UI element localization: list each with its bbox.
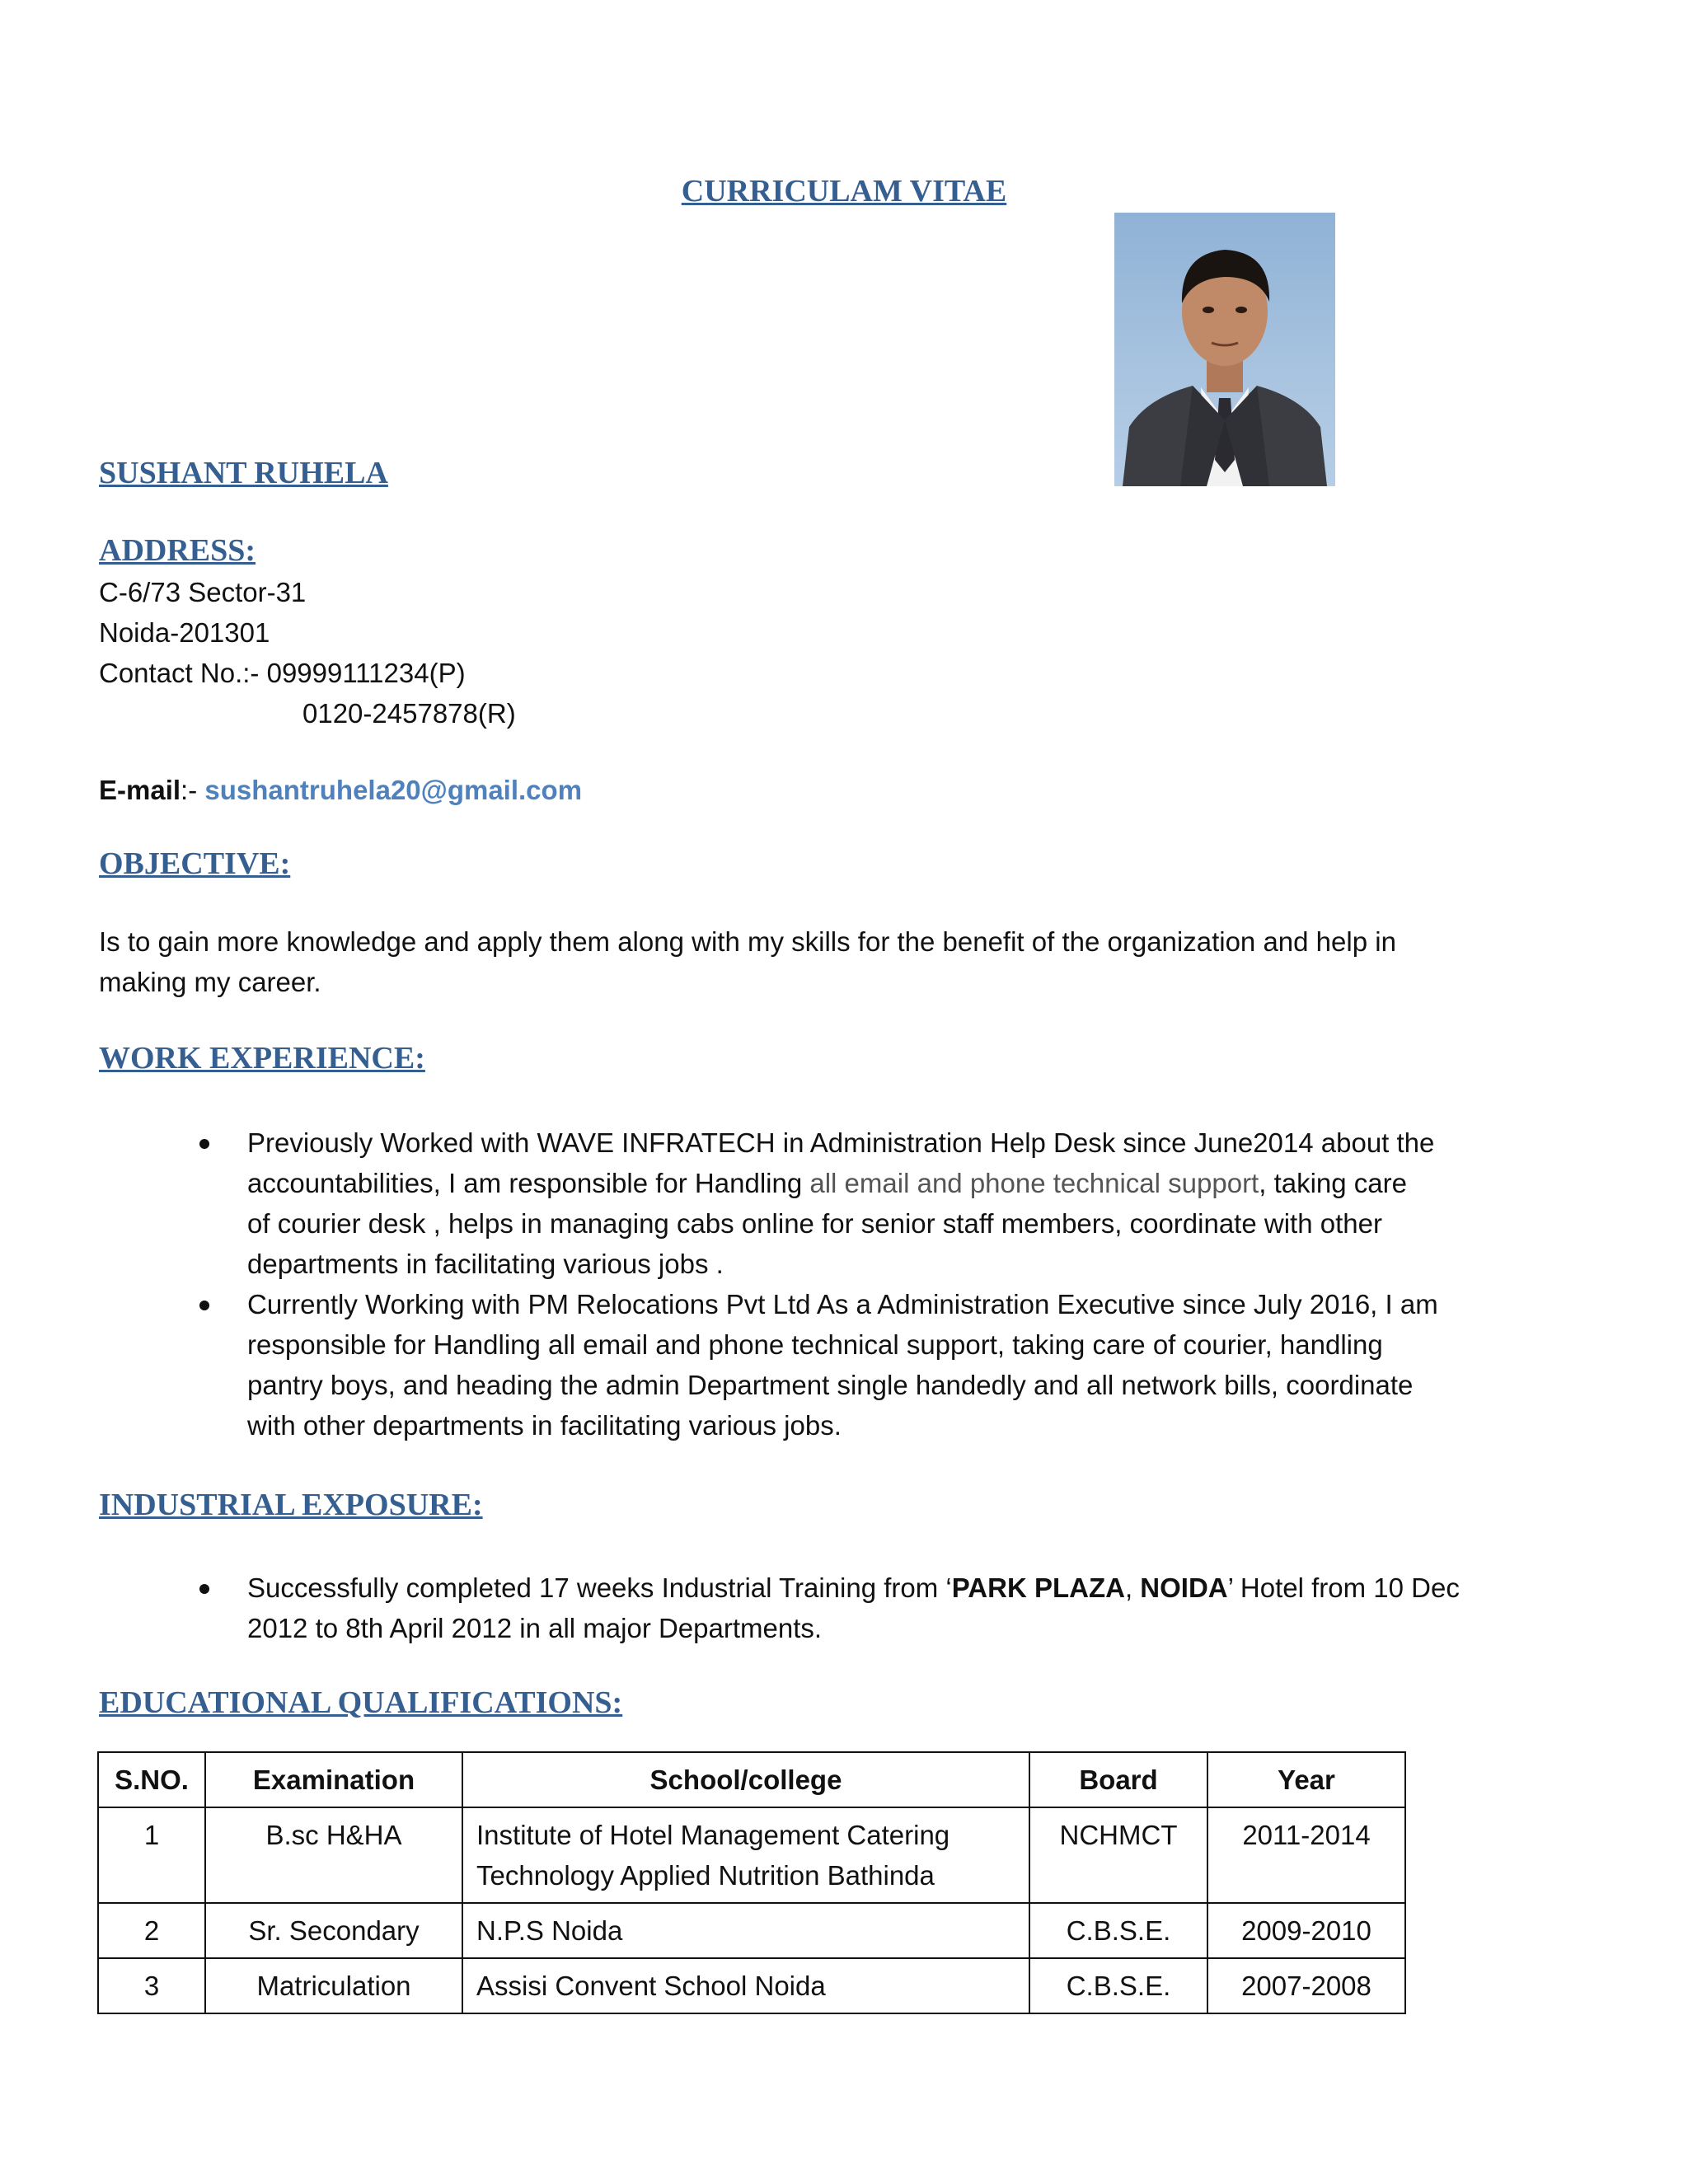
objective-heading: OBJECTIVE: [99, 846, 291, 881]
cell-board: C.B.S.E. [1029, 1958, 1207, 2013]
industrial-exposure-heading: INDUSTRIAL EXPOSURE: [99, 1488, 483, 1522]
table-row [98, 1807, 1405, 1903]
address-heading: ADDRESS: [99, 533, 256, 568]
table-row [98, 1958, 1405, 2013]
objective-line-1: Is to gain more knowledge and apply them along with my skills for the benefit of the organization and help in [99, 926, 1396, 957]
industrial-hotel-name: PARK PLAZA [951, 1572, 1125, 1603]
contact-label: Contact No.:- [99, 658, 260, 688]
industrial-line-1c: , [1124, 1572, 1141, 1603]
candidate-name: SUSHANT RUHELA [99, 456, 388, 490]
industrial-line-2: 2012 to 8th April 2012 in all major Departments. [247, 1613, 823, 1643]
objective-line-2: making my career. [99, 967, 321, 997]
cell-school: Assisi Convent School Noida [462, 1958, 1029, 2013]
email-separator: :- [181, 775, 198, 805]
industrial-line-1e: ’ Hotel from 10 Dec [1227, 1572, 1460, 1603]
table-header-row [98, 1752, 1405, 1807]
table-row [98, 1903, 1405, 1958]
col-examination: Examination [205, 1752, 462, 1807]
work-1-line-4: departments in facilitating various jobs . [247, 1249, 724, 1279]
cell-year: 2011-2014 [1207, 1807, 1405, 1903]
work-1-line-3: of courier desk , helps in managing cabs online for senior staff members, coordinate with other [247, 1208, 1382, 1239]
col-school: School/college [462, 1752, 1029, 1807]
address-line-1: C-6/73 Sector-31 [99, 577, 307, 607]
contact-line [99, 653, 516, 693]
cell-year: 2009-2010 [1207, 1903, 1405, 1958]
col-board: Board [1029, 1752, 1207, 1807]
cell-exam: Matriculation [205, 1958, 462, 2013]
work-1-line-2a: accountabilities, I am responsible for Handling [247, 1168, 810, 1198]
cell-school-line-2: Technology Applied Nutrition Bathinda [476, 1860, 935, 1891]
bullet-icon [199, 1584, 209, 1594]
address-line-2: Noida-201301 [99, 617, 270, 648]
email-label: E-mail [99, 775, 181, 805]
col-sno: S.NO. [98, 1752, 205, 1807]
cell-board: C.B.S.E. [1029, 1903, 1207, 1958]
email-link[interactable]: sushantruhela20@gmail.com [204, 775, 583, 805]
objective-text [99, 921, 1599, 1002]
work-1-line-1: Previously Worked with WAVE INFRATECH in Administration Help Desk since June2014 about the [247, 1127, 1435, 1158]
industrial-exposure-list [99, 1568, 1566, 1648]
cell-sno: 2 [98, 1903, 205, 1958]
education-table [97, 1751, 1406, 2014]
cell-school [462, 1807, 1029, 1903]
cell-school-line-1: Institute of Hotel Management Catering [476, 1820, 950, 1850]
work-2-line-3: pantry boys, and heading the admin Department single handedly and all network bills, coordinate [247, 1370, 1414, 1400]
address-block [99, 572, 516, 733]
document-title: CURRICULAM VITAE [681, 174, 1007, 209]
cell-sno: 3 [98, 1958, 205, 2013]
bullet-icon [199, 1301, 209, 1310]
work-experience-list [99, 1122, 1566, 1446]
industrial-line-1 [247, 1568, 1566, 1608]
cell-year: 2007-2008 [1207, 1958, 1405, 2013]
list-item [99, 1122, 1566, 1284]
work-1-line-2b: all email and phone technical support [809, 1168, 1259, 1198]
work-1-line-2c: , taking care [1259, 1168, 1407, 1198]
list-item [99, 1284, 1566, 1446]
cell-board: NCHMCT [1029, 1807, 1207, 1903]
education-heading: EDUCATIONAL QUALIFICATIONS: [99, 1685, 623, 1720]
list-item [99, 1568, 1566, 1648]
person-silhouette-icon [1114, 213, 1335, 486]
work-experience-heading: WORK EXPERIENCE: [99, 1041, 425, 1076]
cell-exam: Sr. Secondary [205, 1903, 462, 1958]
cell-school: N.P.S Noida [462, 1903, 1029, 1958]
work-2-line-1: Currently Working with PM Relocations Pvt Ltd As a Administration Executive since July 2016, I am [247, 1289, 1438, 1319]
work-2-line-4: with other departments in facilitating various jobs. [247, 1410, 842, 1441]
email-line [99, 770, 582, 810]
bullet-icon [199, 1139, 209, 1149]
phone-residence: 0120-2457878(R) [302, 698, 516, 729]
work-1-line-2 [247, 1163, 1566, 1203]
work-2-line-2: responsible for Handling all email and phone technical support, taking care of courier, handling [247, 1329, 1383, 1360]
cell-exam: B.sc H&HA [205, 1807, 462, 1903]
industrial-city: NOIDA [1140, 1572, 1228, 1603]
col-year: Year [1207, 1752, 1405, 1807]
cell-sno: 1 [98, 1807, 205, 1903]
phone-primary: 09999111234(P) [266, 658, 466, 688]
industrial-line-1a: Successfully completed 17 weeks Industrial Training from ‘ [247, 1572, 952, 1603]
profile-photo [1114, 213, 1335, 486]
